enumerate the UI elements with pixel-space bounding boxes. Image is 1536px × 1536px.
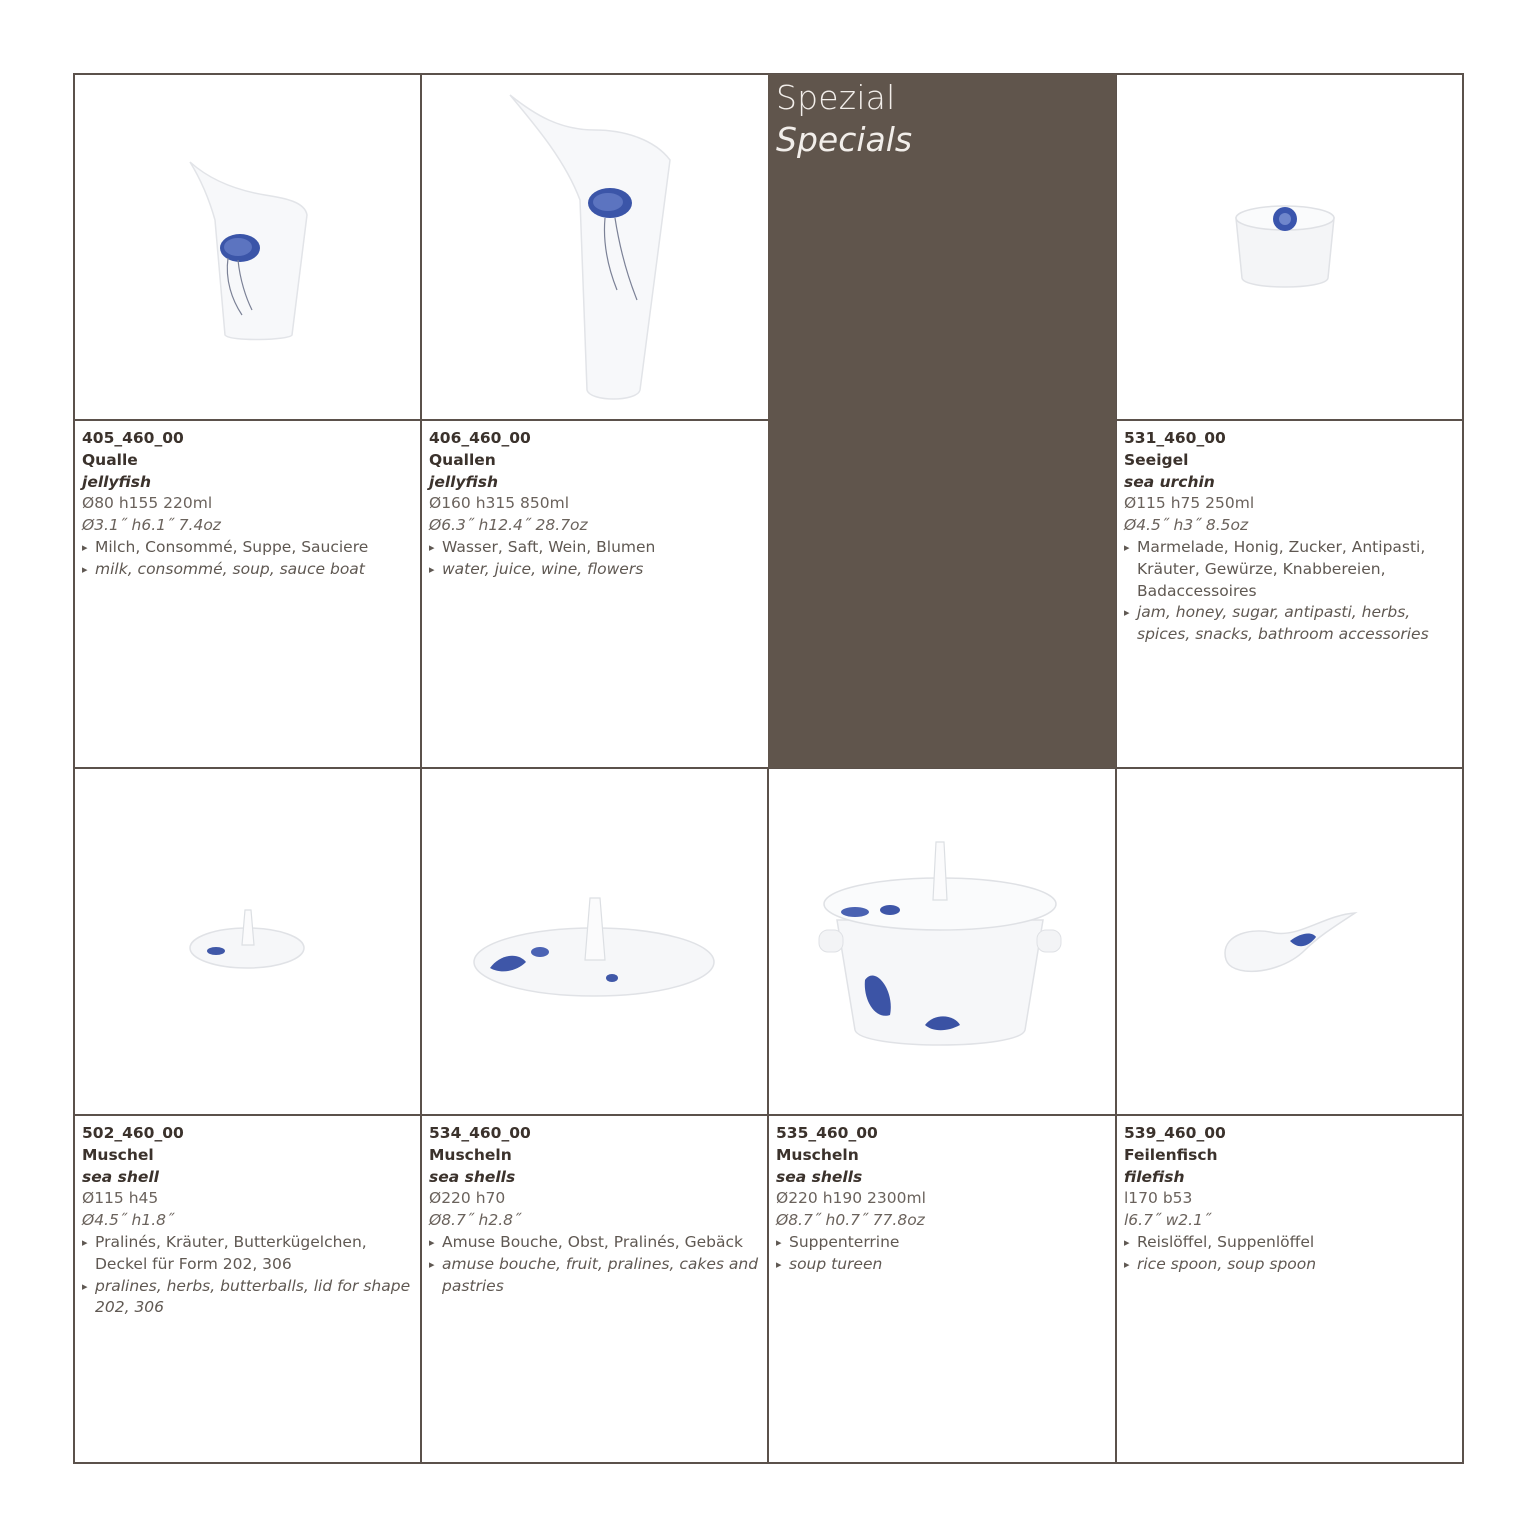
product-name-de: Quallen	[429, 450, 496, 469]
product-name-de: Feilenfisch	[1124, 1145, 1218, 1164]
uses-de: ▸ Wasser, Saft, Wein, Blumen	[429, 537, 759, 559]
product-info-539	[1116, 1117, 1462, 1462]
uses-en: ▸ soup tureen	[776, 1254, 1107, 1276]
uses-en: ▸ milk, consommé, soup, sauce boat	[82, 559, 412, 581]
product-name-en: jellyfish	[82, 472, 152, 491]
dimensions-metric: Ø115 h45	[82, 1189, 159, 1208]
dimensions-metric: l170 b53	[1124, 1189, 1193, 1208]
uses-de: ▸ Marmelade, Honig, Zucker, Antipasti, Kräuter, Gewürze, Knabbereien, Badaccessoires	[1124, 537, 1454, 602]
dimensions-imperial: Ø8.7˝ h0.7˝ 77.8oz	[776, 1211, 925, 1230]
uses-en: ▸ pralines, herbs, butterballs, lid for shape 202, 306	[82, 1276, 412, 1320]
uses-list	[429, 537, 759, 581]
dimensions-metric: Ø115 h75 250ml	[1124, 494, 1255, 513]
product-name-en: sea urchin	[1124, 472, 1215, 491]
product-code: 535_460_00	[776, 1124, 878, 1142]
product-info-534	[421, 1117, 767, 1462]
sea-shell-lid-image	[188, 905, 306, 975]
uses-list	[429, 1232, 759, 1297]
product-code: 502_460_00	[82, 1124, 184, 1142]
uses-de: ▸ Milch, Consommé, Suppe, Sauciere	[82, 537, 412, 559]
uses-list	[776, 1232, 1107, 1276]
uses-de: ▸ Pralinés, Kräuter, Butterkügelchen, Deckel für Form 202, 306	[82, 1232, 412, 1276]
dimensions-metric: Ø220 h70	[429, 1189, 506, 1208]
product-name-en: jellyfish	[429, 472, 499, 491]
dimensions-metric: Ø160 h315 850ml	[429, 494, 570, 513]
dimensions-metric: Ø80 h155 220ml	[82, 494, 213, 513]
jellyfish-small-jug-image	[180, 160, 310, 345]
uses-list	[82, 1232, 412, 1319]
product-info-405	[74, 422, 420, 767]
grid-divider	[73, 419, 421, 421]
product-code: 406_460_00	[429, 429, 531, 447]
dimensions-imperial: l6.7˝ w2.1˝	[1124, 1211, 1211, 1230]
section-title-de: Spezial	[776, 78, 896, 117]
uses-list	[1124, 537, 1454, 646]
product-name-de: Qualle	[82, 450, 138, 469]
dimensions-imperial: Ø3.1˝ h6.1˝ 7.4oz	[82, 516, 221, 535]
product-code: 534_460_00	[429, 1124, 531, 1142]
product-name-en: sea shells	[429, 1167, 516, 1186]
product-name-de: Muscheln	[429, 1145, 512, 1164]
product-code: 539_460_00	[1124, 1124, 1226, 1142]
dimensions-imperial: Ø6.3˝ h12.4˝ 28.7oz	[429, 516, 588, 535]
uses-en: ▸ jam, honey, sugar, antipasti, herbs, spices, snacks, bathroom accessories	[1124, 602, 1454, 646]
grid-divider	[1115, 419, 1464, 421]
product-name-en: sea shell	[82, 1167, 159, 1186]
sea-urchin-bowl-image	[1230, 200, 1340, 292]
product-info-531	[1116, 422, 1462, 767]
product-name-en: filefish	[1124, 1167, 1185, 1186]
uses-en: ▸ amuse bouche, fruit, pralines, cakes and pastries	[429, 1254, 759, 1298]
dimensions-imperial: Ø4.5˝ h3˝ 8.5oz	[1124, 516, 1249, 535]
product-info-406	[421, 422, 767, 767]
product-name-de: Seeigel	[1124, 450, 1189, 469]
dimensions-imperial: Ø4.5˝ h1.8˝	[82, 1211, 174, 1230]
uses-de: ▸ Suppenterrine	[776, 1232, 1107, 1254]
uses-list	[82, 537, 412, 581]
product-name-de: Muschel	[82, 1145, 154, 1164]
product-info-535	[768, 1117, 1115, 1462]
product-info-502	[74, 1117, 420, 1462]
uses-en: ▸ water, juice, wine, flowers	[429, 559, 759, 581]
product-code: 531_460_00	[1124, 429, 1226, 447]
jellyfish-tall-vase-image	[505, 90, 680, 405]
soup-tureen-image	[815, 840, 1065, 1055]
filefish-spoon-image	[1220, 905, 1360, 977]
sea-shells-plate-image	[470, 890, 718, 1002]
uses-de: ▸ Amuse Bouche, Obst, Pralinés, Gebäck	[429, 1232, 759, 1254]
dimensions-imperial: Ø8.7˝ h2.8˝	[429, 1211, 521, 1230]
grid-divider	[73, 1114, 1464, 1116]
uses-list	[1124, 1232, 1454, 1276]
uses-de: ▸ Reislöffel, Suppenlöffel	[1124, 1232, 1454, 1254]
grid-divider	[420, 419, 768, 421]
product-name-de: Muscheln	[776, 1145, 859, 1164]
product-code: 405_460_00	[82, 429, 184, 447]
product-name-en: sea shells	[776, 1167, 863, 1186]
section-title-en: Specials	[776, 120, 913, 159]
uses-en: ▸ rice spoon, soup spoon	[1124, 1254, 1454, 1276]
dimensions-metric: Ø220 h190 2300ml	[776, 1189, 926, 1208]
specials-header-block	[768, 74, 1116, 768]
